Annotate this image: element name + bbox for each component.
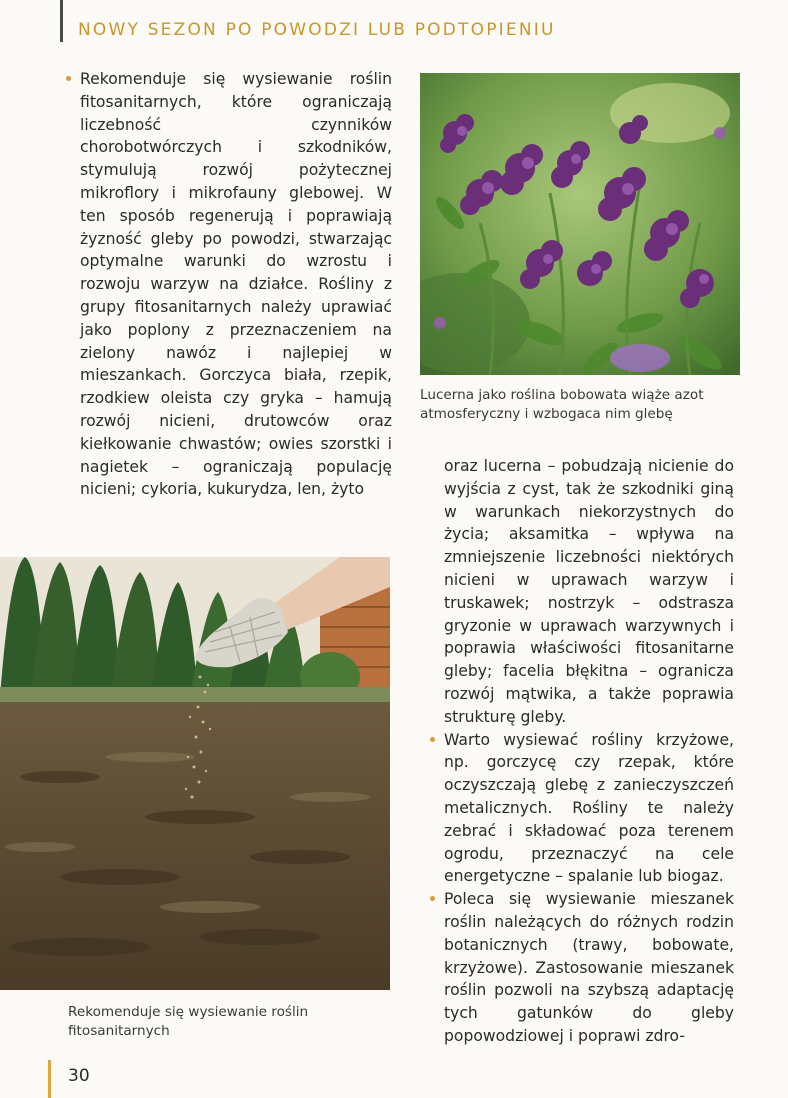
bullet-paragraph-1: Rekomenduje się wysiewanie roślin fitosanitarnych, które ograniczają liczebność czynników chorobotwórczych i szkodników, stymulują rozwój pożytecznej mikroflory i mikrofauny glebowej. W ten sposób regenerują i poprawiają żyzność gleby po powodzi, stwarzając optymalne warunki do wzrostu i rozwoju warzyw na działce. Rośliny z grupy fitosanitarnych należy uprawiać jako poplony z przeznaczeniem na zielony nawóz i najlepiej w mieszankach. Gorczyca biała, rzepik, rzodkiew oleista czy gryka – hamują rozwój nicieni, drutowców oraz kiełkowanie chwastów; owies szorstki i nagietek – ograniczają populację nicieni; cykoria, kukurydza, len, żyto — [80, 68, 392, 501]
seeding-caption: Rekomenduje się wysiewanie roślin fitosanitarnych — [68, 1004, 309, 1039]
bullet-paragraph-2: Warto wysiewać rośliny krzyżowe, np. gorczycę czy rzepak, które oczyszczają glebę z zanieczyszczeń metalicznych. Rośliny te należy zebrać i składować poza terenem ogrodu, przeznaczyć na cele energetyczne – spalanie lub biogaz. — [444, 729, 734, 889]
section-title: NOWY SEZON PO POWODZI LUB PODTOPIENIU — [78, 20, 556, 40]
page-number: 30 — [68, 1066, 90, 1086]
seeding-photo — [0, 557, 390, 990]
left-column — [80, 68, 392, 501]
right-column — [444, 455, 734, 1048]
continued-paragraph: oraz lucerna – pobudzają nicienie do wyjścia z cyst, tak że szkodniki giną w warunkach niekorzystnych do życia; aksamitka – wpływa na zmniejszenie liczebności niektórych nicieni w uprawach warzyw i truskawek; nostrzyk – odstrasza gryzonie w uprawach warzywnych i poprawia właściwości fitosanitarne gleby; facelia błękitna – ogranicza rozwój mątwika, a także poprawia strukturę gleby. — [444, 457, 734, 726]
header-rule — [60, 0, 63, 42]
page-number-rule — [48, 1060, 51, 1098]
lucerne-photo — [420, 73, 740, 375]
bullet-paragraph-3: Poleca się wysiewanie mieszanek roślin należących do różnych rodzin botanicznych (trawy, bobowate, krzyżowe). Zastosowanie mieszanek roślin pozwoli na szybszą adaptację tych gatunków do gleby popowodziowej i poprawi zdro- — [444, 888, 734, 1048]
lucerne-caption: Lucerna jako roślina bobowata wiąże azot atmosferyczny i wzbogaca nim glebę — [420, 387, 704, 422]
